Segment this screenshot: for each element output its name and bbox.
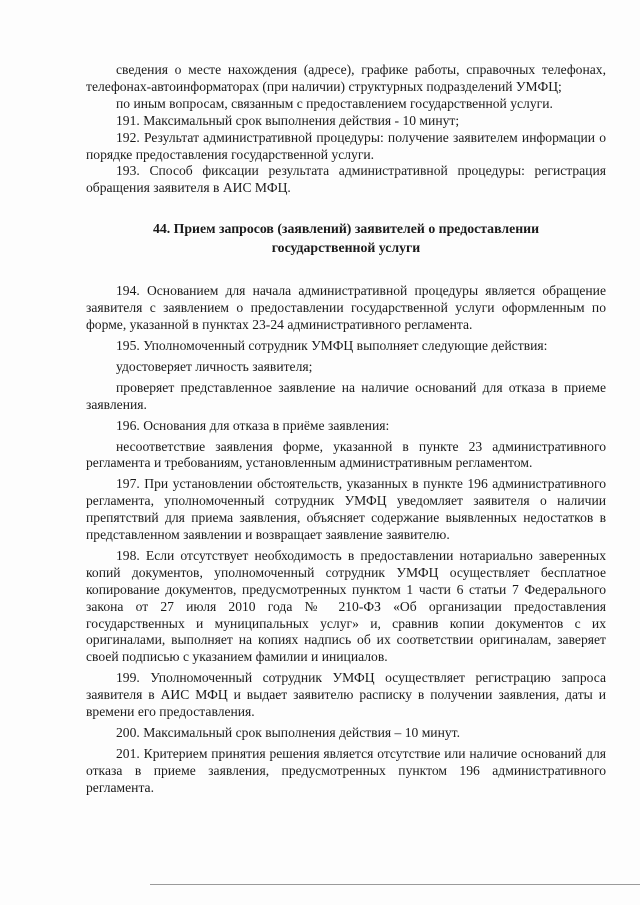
section-heading-44: 44. Прием запросов (заявлений) заявителей о предоставлении государственной услуги bbox=[152, 221, 540, 256]
paragraph-195: 195. Уполномоченный сотрудник УМФЦ выполняет следующие действия: bbox=[116, 337, 548, 353]
paragraph-193: 193. Способ фиксации результата административной процедуры: регистрация обращения заявителя в АИС МФЦ. bbox=[86, 163, 606, 196]
paragraph-other-questions: по иным вопросам, связанным с предоставлением государственной услуги. bbox=[116, 95, 553, 111]
paragraph-194: 194. Основанием для начала административной процедуры является обращение заявителя с заявлением о предоставлении государственной услуги оформленным по форме, указанной в пунктах 23-24 административного регламента. bbox=[86, 283, 606, 333]
paragraph-199: 199. Уполномоченный сотрудник УМФЦ осуществляет регистрацию запроса заявителя в АИС МФЦ и выдает заявителю расписку в получении заявления, даты и времени его предоставления. bbox=[86, 670, 606, 720]
paragraph-200: 200. Максимальный срок выполнения действия – 10 минут. bbox=[116, 725, 460, 740]
paragraph-nonconformity: несоответствие заявления форме, указанной в пункте 23 административного регламента и требованиям, установленным административным регламентом. bbox=[86, 438, 606, 471]
paragraph-198: 198. Если отсутствует необходимость в предоставлении нотариально заверенных копий документов, уполномоченный сотрудник УМФЦ осуществляет бесплатное копирование документов, предусмотренных пунктом 1 части 6 статьи 7 Федерального закона от 27 июля 2010 года № 210-ФЗ «Об организации предоставления государственных и муниципальных услуг» и, сравнив копии документов с их оригиналами, выполняет на копиях надпись об их соответствии оригиналам, заверяет своей подписью с указанием фамилии и инициалов. bbox=[86, 547, 606, 665]
paragraph-verify-identity: удостоверяет личность заявителя; bbox=[116, 358, 313, 374]
paragraph-check-application: проверяет представленное заявление на наличие оснований для отказа в приеме заявления. bbox=[86, 379, 606, 412]
paragraph-192: 192. Результат административной процедуры: получение заявителем информации о порядке предоставления государственной услуги. bbox=[86, 129, 606, 162]
paragraph-196: 196. Основания для отказа в приёме заявления: bbox=[116, 417, 390, 433]
paragraph-contact-info: сведения о месте нахождения (адресе), графике работы, справочных телефонах, телефонах-автоинформаторах (при наличии) структурных подразделений УМФЦ; bbox=[86, 62, 606, 94]
paragraph-197: 197. При установлении обстоятельств, указанных в пункте 196 административного регламента, уполномоченный сотрудник УМФЦ уведомляет заявителя о наличии препятствий для приема заявления, объясняет содержание выявленных недостатков в представленном заявлении и возвращает заявление заявителю. bbox=[86, 476, 606, 543]
scan-edge-line bbox=[150, 884, 640, 885]
paragraph-201: 201. Критерием принятия решения является отсутствие или наличие оснований для отказа в приеме заявления, предусмотренных пунктом 196 административного регламента. bbox=[86, 745, 606, 795]
paragraph-191: 191. Максимальный срок выполнения действия - 10 минут; bbox=[116, 112, 460, 128]
document-body bbox=[86, 62, 606, 797]
